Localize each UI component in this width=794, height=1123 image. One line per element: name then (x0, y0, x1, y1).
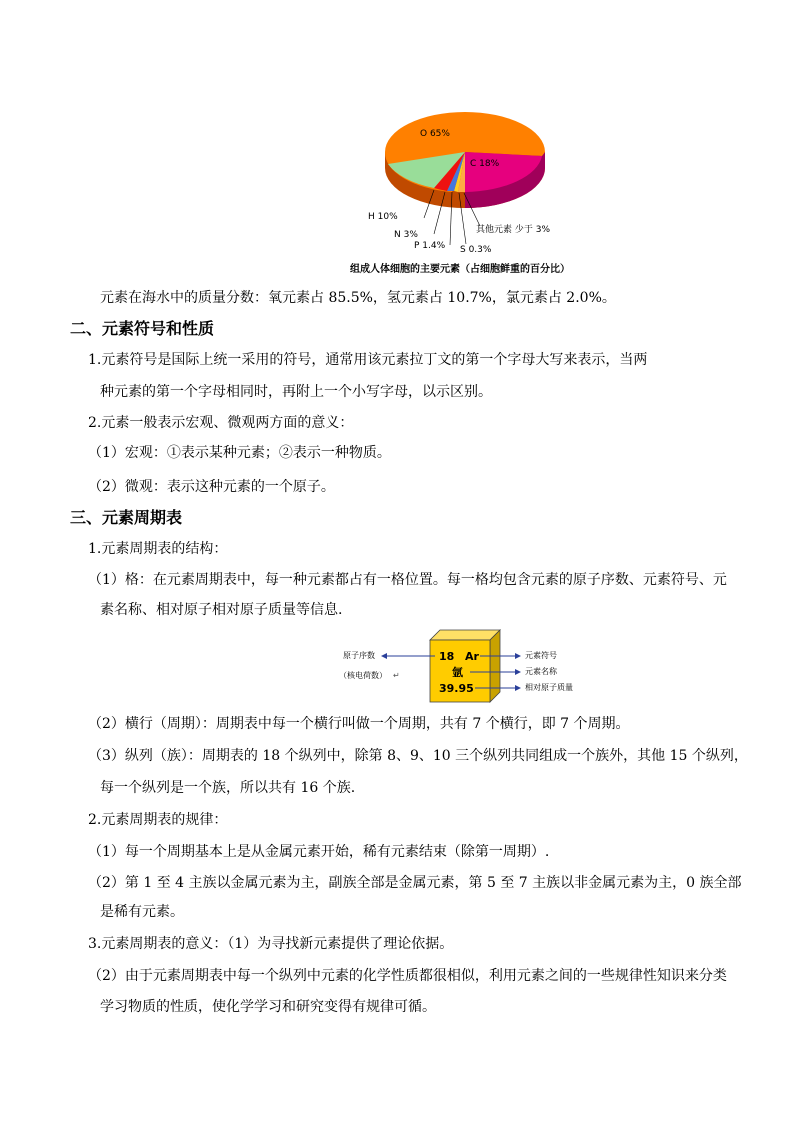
sec2-p2: 2.元素一般表示宏观、微观两方面的意义： (88, 415, 354, 431)
cell-atomic-number: 18 (439, 650, 455, 663)
label-mass: 相对原子质量 (525, 683, 573, 692)
sec2-p3: （1）宏观：①表示某种元素；②表示一种物质。 (88, 445, 391, 461)
sec3-p2b: 素名称、相对原子相对原子质量等信息. (100, 602, 343, 618)
pie-label-n: N 3% (394, 230, 418, 240)
sec3-p1: 1.元素周期表的结构： (88, 541, 228, 557)
sec3-p7b: 是稀有元素。 (100, 904, 184, 920)
cube-top (430, 630, 500, 640)
sec3-p4b: 每一个纵列是一个族，所以共有 16 个族. (100, 780, 356, 796)
sec3-p4a: （3）纵列（族）：周期表的 18 个纵列中，除第 8、9、10 三个纵列共同组成一个族外，其他 15 个纵列， (88, 748, 748, 764)
sec2-p1a: 1.元素符号是国际上统一采用的符号，通常用该元素拉丁文的第一个字母大写来表示，当两 (88, 352, 648, 368)
pie-label-c: C 18% (470, 159, 500, 169)
cube-side (490, 630, 500, 702)
cell-atomic-mass: 39.95 (439, 682, 474, 695)
seawater-paragraph: 元素在海水中的质量分数：氧元素占 85.5%，氢元素占 10.7%，氯元素占 2.0%。 (100, 290, 616, 306)
sec3-p6: （1）每一个周期基本上是从金属元素开始，稀有元素结束（除第一周期）. (88, 844, 550, 860)
pie-label-other: 其他元素 少于 3% (476, 225, 550, 235)
section2-heading: 二、元素符号和性质 (70, 319, 215, 338)
pie-chart-title: 组成人体细胞的主要元素（占细胞鲜重的百分比） (350, 264, 570, 275)
pie-label-h: H 10% (368, 212, 398, 222)
sec3-p3: （2）横行（周期）：周期表中每一个横行叫做一个周期，共有 7 个横行，即 7 个周期。 (88, 716, 630, 732)
sec3-p7a: （2）第 1 至 4 主族以金属元素为主，副族全部是金属元素，第 5 至 7 主族以非金属元素为主，0 族全部 (88, 875, 742, 891)
sec3-p8: 3.元素周期表的意义：（1）为寻找新元素提供了理论依据。 (88, 936, 454, 952)
cell-element-name: 氩 (452, 666, 463, 679)
label-symbol: 元素符号 (525, 651, 557, 660)
sec3-p9a: （2）由于元素周期表中每一个纵列中元素的化学性质都很相似，利用元素之间的一些规律性知识来分类 (88, 968, 727, 984)
sec2-p1b: 种元素的第一个字母相同时，再附上一个小写字母，以示区别。 (100, 384, 492, 400)
sec3-p5: 2.元素周期表的规律： (88, 812, 228, 828)
sec3-p2a: （1）格：在元素周期表中，每一种元素都占有一格位置。每一格均包含元素的原子序数、元素符号、元 (88, 572, 727, 588)
periodic-cell-diagram (335, 628, 595, 704)
pie-label-p: P 1.4% (414, 241, 446, 251)
sec3-p9b: 学习物质的性质，使化学学习和研究变得有规律可循。 (100, 999, 436, 1015)
section3-heading: 三、元素周期表 (70, 508, 183, 527)
sec2-p4: （2）微观：表示这种元素的一个原子。 (88, 479, 335, 495)
para-mark-1: ↵ (393, 671, 400, 680)
element-pie-chart (330, 60, 590, 282)
pie-label-o: O 65% (420, 129, 450, 139)
label-name: 元素名称 (525, 667, 557, 676)
cell-symbol: Ar (465, 650, 479, 663)
label-atomic-number-sub: （核电荷数） (339, 671, 387, 680)
label-atomic-number: 原子序数 (343, 651, 375, 660)
pie-label-s: S 0.3% (460, 245, 492, 255)
